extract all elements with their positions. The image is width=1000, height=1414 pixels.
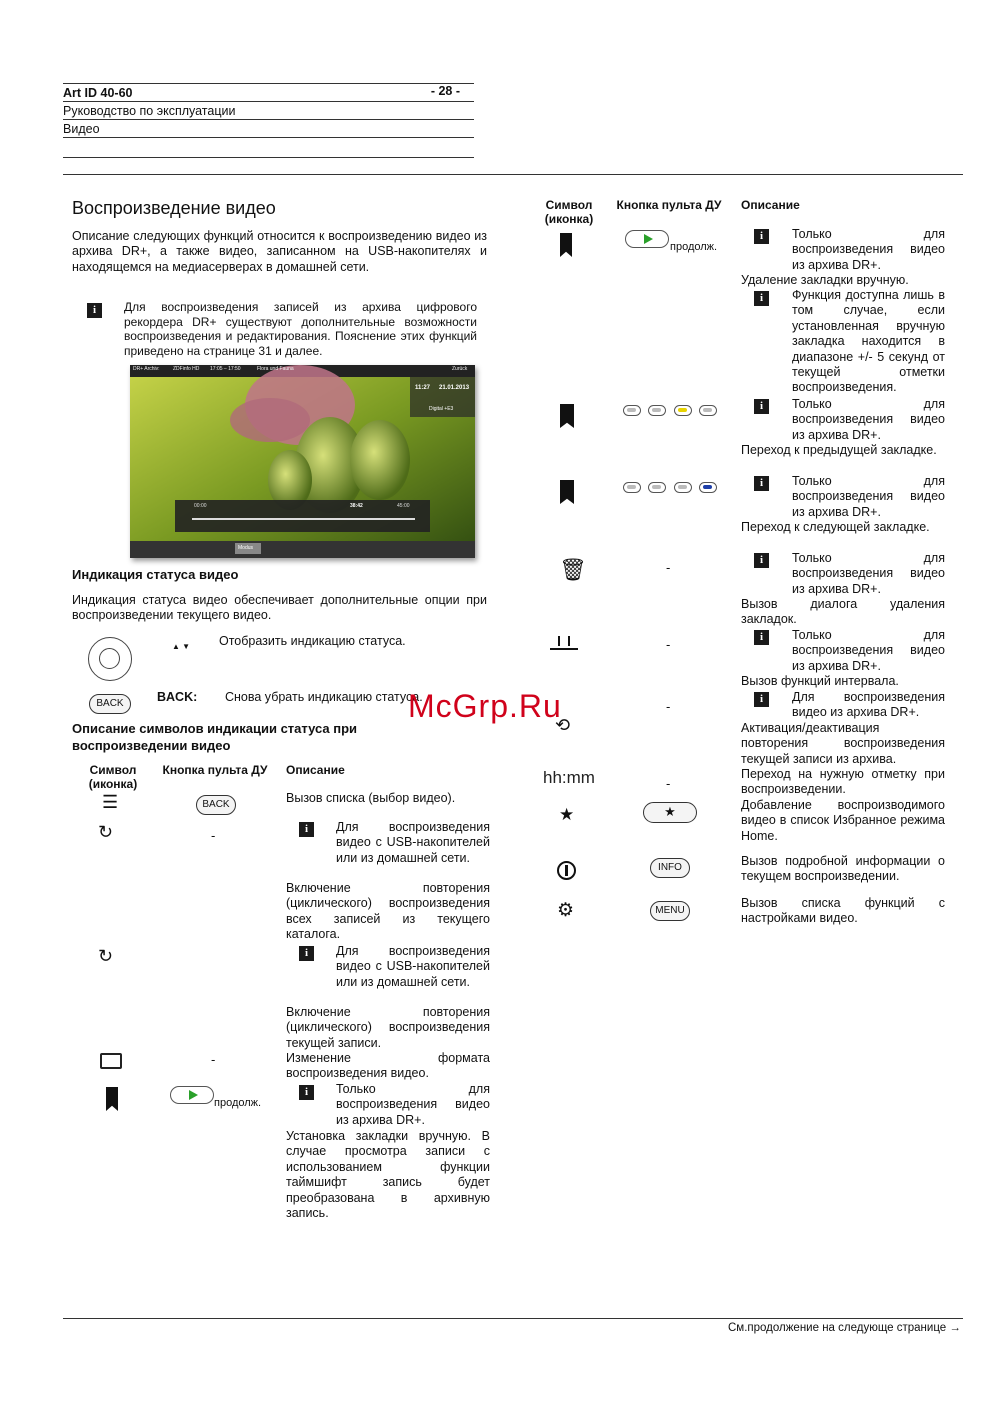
prev-bookmark-note: Только для воспроизведения видео из архива DR+. [792, 397, 945, 442]
red-button [623, 405, 641, 416]
delete-dialog-button: - [666, 560, 671, 575]
info-icon: i [754, 476, 769, 491]
aspect-ratio-button: - [211, 1052, 216, 1067]
manual-label: Руководство по эксплуатации [63, 104, 236, 118]
show-status-text: Отобразить индикацию статуса. [219, 634, 406, 648]
section-label: Видео [63, 122, 100, 136]
repeat-archive-note: Для воспроизведения видео из архива DR+. [792, 690, 945, 720]
delete-bookmark-note: Только для воспроизведения видео из архива DR+. [792, 227, 945, 272]
right-col-desc-header: Описание [741, 198, 800, 212]
info-icon: i [299, 822, 314, 837]
info-icon: i [87, 303, 102, 318]
left-col-desc-header: Описание [286, 763, 345, 777]
info-icon: i [754, 229, 769, 244]
green-button-label: продолж. [670, 241, 718, 253]
interval-desc: Вызов функций интервала. [741, 674, 899, 688]
delete-dialog-note: Только для воспроизведения видео из архива DR+. [792, 551, 945, 596]
aspect-ratio-icon [100, 1053, 122, 1069]
time-jump-button: - [666, 776, 671, 791]
up-down-arrows-icon: ▲ ▼ [172, 642, 191, 651]
osd-back: Zurück [452, 366, 468, 372]
info-icon: i [754, 692, 769, 707]
model-label: Art ID 40-60 [63, 86, 133, 100]
delete-bookmark-desc: Удаление закладки вручную. [741, 273, 909, 287]
info-circle-icon [557, 861, 576, 880]
star-remote-button: ★ [643, 802, 697, 823]
osd-archive: DR+ Archiv: [133, 366, 160, 372]
osd-time-pos: 38:42 [350, 503, 363, 509]
green-play-button [170, 1086, 214, 1104]
prev-bookmark-icon [560, 404, 574, 428]
page-number: - 28 - [430, 84, 460, 98]
right-col-button-header: Кнопка пульта ДУ [616, 198, 722, 212]
red-button [623, 482, 641, 493]
info-icon: i [299, 946, 314, 961]
note-text: Для воспроизведения записей из архива цифрового рекордера DR+ существуют дополнительные возможности воспроизведения и редактирования. Пояснение этих функций приведено на странице 31 и далее. [124, 300, 477, 358]
osd-mode: Modus [238, 545, 254, 551]
repeat-all-note: Для воспроизведения видео с USB-накопителей или из домашней сети. [336, 820, 490, 865]
left-col-button-header: Кнопка пульта ДУ [162, 763, 268, 777]
gear-icon: ⚙ [557, 900, 575, 921]
info-icon: i [754, 399, 769, 414]
green-button [648, 482, 666, 493]
intro-text: Описание следующих функций относится к воспроизведению видео из архива DR+, а также видео, записанном на USB-накопителях и находящемся на медиасерверах в домашней сети. [72, 229, 487, 274]
green-play-button [625, 230, 669, 248]
status-text: Индикация статуса видео обеспечивает дополнительные опции при воспроизведении текущего видео. [72, 593, 487, 623]
interval-icon [550, 636, 578, 650]
interval-button: - [666, 637, 671, 652]
trash-bookmark-icon: 🗑 [559, 557, 587, 582]
next-bookmark-desc: Переход к следующей закладке. [741, 520, 930, 534]
osd-audio: Digital +E3 [429, 406, 454, 412]
navigation-ring-icon [88, 637, 132, 681]
repeat-all-desc: Включение повторения (циклического) воспроизведения всех записей из текущего каталога. [286, 881, 490, 942]
osd-date: 21.01.2013 [439, 385, 470, 391]
repeat-archive-desc: Активация/деактивация повторения воспроизведения текущей записи из архива. [741, 721, 945, 766]
symbols-heading: Описание символов индикации статуса при воспроизведении видео [72, 721, 358, 753]
green-button [648, 405, 666, 416]
repeat-archive-button: - [666, 699, 671, 714]
prev-bookmark-desc: Переход к предыдущей закладке. [741, 443, 937, 457]
repeat-archive-icon: ⟲ [555, 715, 571, 735]
repeat-one-desc: Включение повторения (циклического) воспроизведения текущей записи. [286, 1005, 490, 1050]
watermark: McGrp.Ru [408, 688, 562, 724]
video-frame [130, 365, 475, 558]
back-key-text: Снова убрать индикацию статуса. [225, 690, 423, 704]
next-bookmark-icon [560, 480, 574, 504]
repeat-one-icon: ↻ [98, 946, 114, 966]
bookmark-desc: Установка закладки вручную. В случае просмотра записи с использованием функции таймшифт запись будет преобразована в архивную запись. [286, 1129, 490, 1221]
favourite-desc: Добавление воспроизводимого видео в список Избранное режима Home. [741, 798, 945, 843]
info-icon: i [754, 630, 769, 645]
green-button-label: продолж. [214, 1097, 262, 1109]
blue-button [699, 482, 717, 493]
menu-remote-button: MENU [650, 901, 690, 921]
interval-note: Только для воспроизведения видео из архива DR+. [792, 628, 945, 673]
video-screenshot [130, 365, 475, 558]
osd-time-end: 45:00 [397, 503, 410, 509]
left-col-symbol-header: Символ (иконка) [88, 763, 138, 791]
aspect-ratio-desc: Изменение формата воспроизведения видео. [286, 1051, 490, 1081]
next-bookmark-note: Только для воспроизведения видео из архива DR+. [792, 474, 945, 519]
info-desc: Вызов подробной информации о текущем воспроизведении. [741, 854, 945, 884]
repeat-all-icon: ↻ [98, 822, 114, 842]
star-icon: ★ [559, 805, 575, 824]
info-icon: i [754, 553, 769, 568]
status-heading: Индикация статуса видео [72, 567, 239, 582]
footer-continued: См.продолжение на следующе странице → [728, 1322, 961, 1334]
osd-time-start: 00:00 [194, 503, 207, 509]
right-col-symbol-header: Символ (иконка) [544, 198, 594, 226]
delete-bookmark-note2: Функция доступна лишь в том случае, если установленная вручную закладка находится в диапазоне +/- 5 секунд от текущей отметки воспроизведения. [792, 288, 945, 395]
back-button-icon: BACK [89, 694, 131, 714]
row-list-desc: Вызов списка (выбор видео). [286, 791, 456, 805]
list-icon: ☰ [102, 792, 119, 812]
back-key-label: BACK: [157, 690, 198, 704]
menu-desc: Вызов списка функций с настройками видео. [741, 896, 945, 926]
delete-dialog-desc: Вызов диалога удаления закладок. [741, 597, 945, 627]
info-remote-button: INFO [650, 858, 690, 878]
osd-programme: Flora und Fauna [257, 366, 294, 372]
page-title: Воспроизведение видео [72, 198, 276, 218]
yellow-button [674, 405, 692, 416]
info-icon: i [754, 291, 769, 306]
osd-time-range: 17:05 – 17:50 [210, 366, 241, 372]
repeat-all-button: - [211, 828, 216, 843]
delete-bookmark-icon [560, 233, 572, 257]
yellow-button [674, 482, 692, 493]
osd-channel: ZDFinfo HD [173, 366, 200, 372]
bookmark-note: Только для воспроизведения видео из архива DR+. [336, 1082, 490, 1127]
info-icon: i [299, 1085, 314, 1100]
repeat-one-note: Для воспроизведения видео с USB-накопителей или из домашней сети. [336, 944, 490, 989]
bookmark-icon [106, 1087, 118, 1111]
time-jump-desc: Переход на нужную отметку при воспроизведении. [741, 767, 945, 797]
osd-clock: 11:27 [415, 385, 431, 391]
blue-button [699, 405, 717, 416]
time-jump-icon: hh:mm [543, 768, 595, 787]
back-remote-button: BACK [196, 795, 236, 815]
